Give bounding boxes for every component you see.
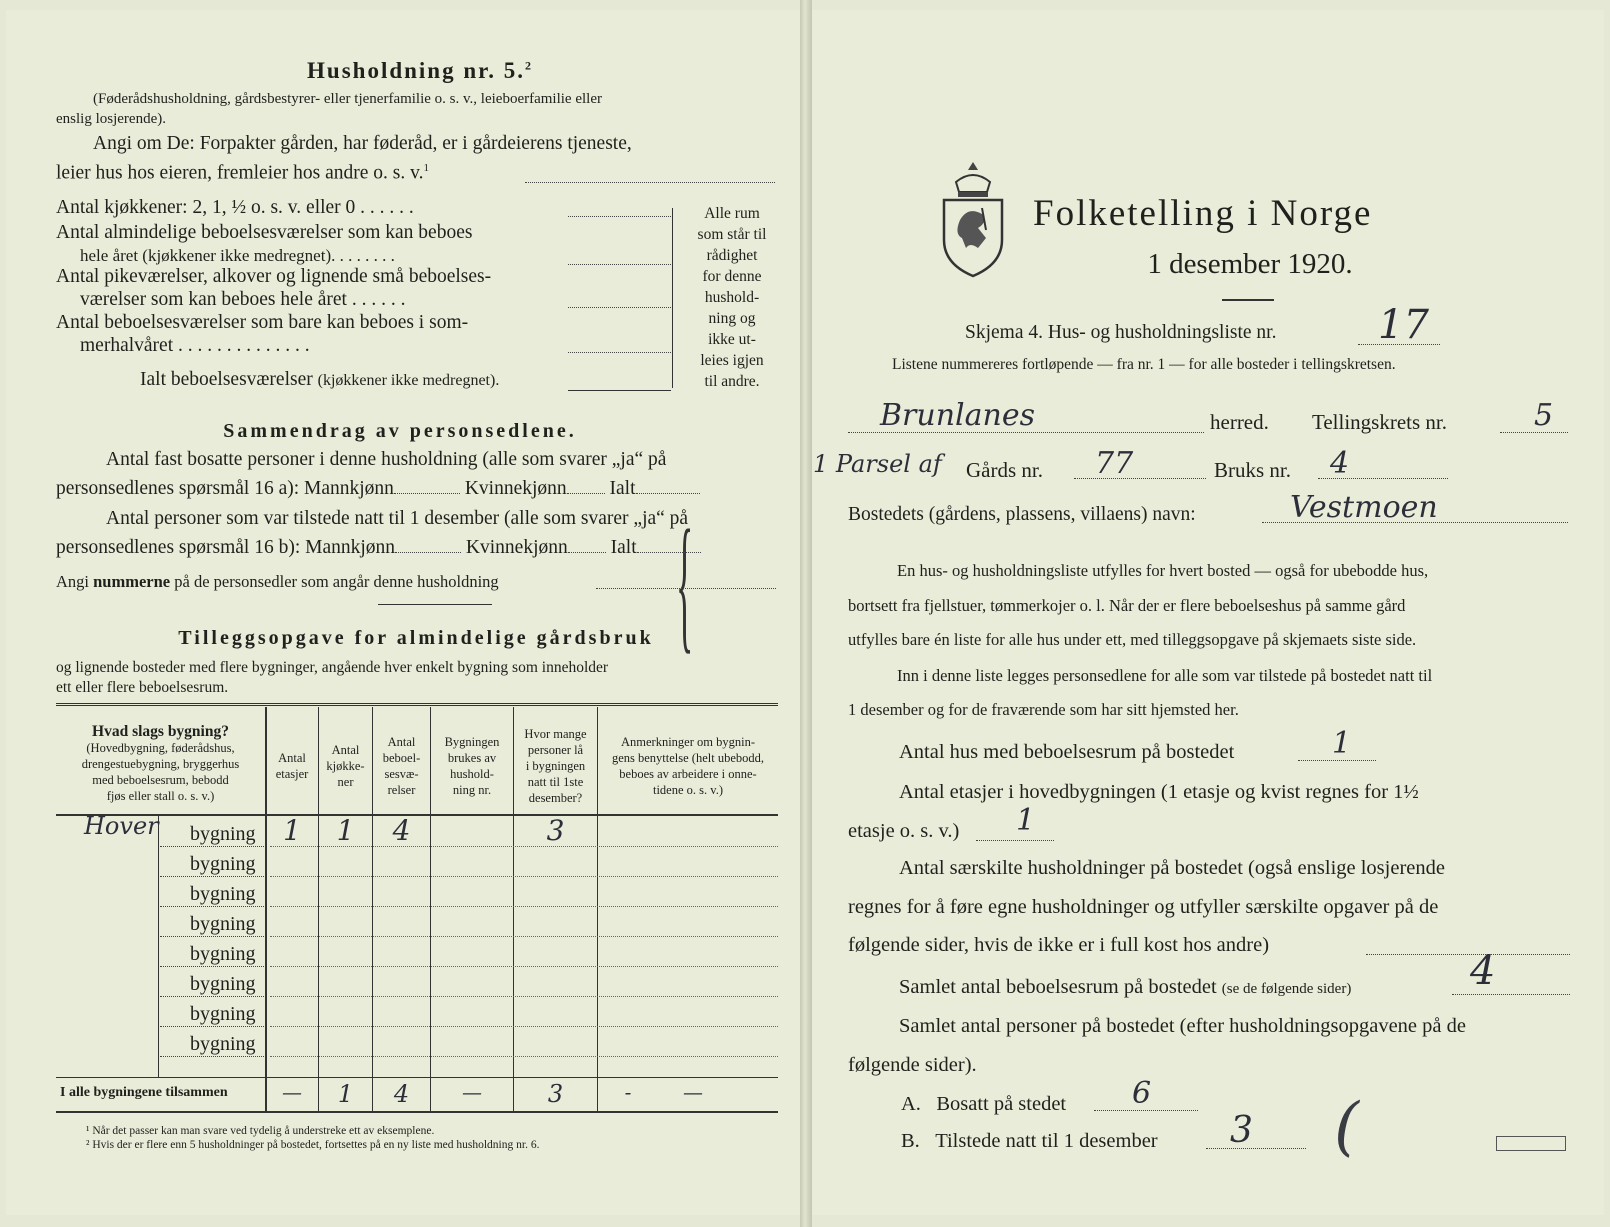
total-kitchens: 1 [337,1080,354,1108]
summary-line-3: Antal personer som var tilstede natt til 1 desember (alle som svarer „ja“ på [106,508,689,529]
present-value: 3 [1230,1110,1253,1151]
table-type-rule [158,814,159,1077]
row-line [160,996,264,997]
numbers-answer-line [596,588,776,589]
floors-value: 1 [283,814,301,847]
total-remarks-2: — [683,1080,703,1104]
row-line [160,966,264,967]
holding-number-value: 4 [1330,446,1350,481]
header-remarks: Anmerkninger om bygnin- gens benyttelse (helt ubebodd, beboes av arbeidere i onne- tidene o. s. v.) [611,735,765,797]
census-title: Folketelling i Norge [1033,193,1373,234]
persons-value: 3 [546,814,565,847]
farm-number-label: Gårds nr. [966,458,1043,482]
list-number: 17 [1378,302,1429,348]
supplement-subtitle-2: ett eller flere beboelsesrum. [56,679,229,696]
persons-question-b: følgende sider). [848,1054,977,1076]
household-subtitle-2: enslig losjerende). [56,111,166,127]
schema-note: Listene nummereres fortløpende — fra nr. 1 — for alle bosteder i tellingskretsen. [892,356,1396,373]
row-line [270,966,778,967]
building-word: bygning [190,973,256,995]
household-title: Husholdning nr. 5.$^2$ [307,58,533,83]
numbers-line: Angi nummerne på de personsedler som angår denne husholdning [56,572,499,591]
persons-question-a: Samlet antal personer på bostedet (efter husholdningsopgavene på de [899,1015,1466,1037]
supplement-subtitle-1: og lignende bosteder med flere bygninger, angående hver enkelt bygning som inneholder [56,659,609,676]
rooms-summer-2: merhalvåret . . . . . . . . . . . . . . [80,335,310,356]
houses-question: Antal hus med beboelsesrum på bostedet [899,741,1235,763]
farm-number-value: 77 [1095,446,1134,481]
present-label: B. Tilstede natt til 1 desember [901,1130,1158,1152]
building-word: bygning [190,1003,256,1025]
row-line [270,1056,778,1057]
side-note: Alle rum som står til rådighet for denne hushold- ning og ikke ut- leies igjen til andre. [697,205,767,390]
answer-line [568,216,671,217]
herred-label: herred. [1210,410,1269,434]
row-line [270,936,778,937]
summary-title: Sammendrag av personsedlene. [223,420,577,442]
summary-line-2: personsedlenes spørsmål 16 a): Mannkjønn Kvinnekjønn Ialt [56,478,700,500]
households-question-c: følgende sider, hvis de ikke er i full kost hos andre) [848,934,1270,956]
herred-line [848,432,1204,433]
floors-line [976,840,1054,841]
households-line [1366,954,1570,955]
households-question-b: regnes for å føre egne husholdninger og utfyller særskilte opgaver på de [848,896,1439,918]
instruction-1c: utfylles bare én liste for alle hus under ett, med tilleggsopgave på skjemaets siste side. [848,630,1417,649]
header-floors: Antal etasjer [275,751,309,781]
households-question-a: Antal særskilte husholdninger på bostedet (også enslige losjerende [899,857,1445,879]
coat-of-arms-icon [938,160,1008,278]
row-line [160,846,264,847]
answer-line [568,352,671,353]
houses-line [1298,760,1376,761]
footnote-2: ² Hvis der er flere enn 5 husholdninger på bostedet, fortsettes på en ny liste med husholdning nr. 6. [86,1139,540,1151]
household-subtitle-1: (Føderådshusholdning, gårdsbestyrer- eller tjenerfamilie o. s. v., leieboerfamilie eller [93,91,602,107]
building-word: bygning [190,853,256,875]
summary-line-4: personsedlenes spørsmål 16 b): Mannkjønn Kvinnekjønn Ialt [56,537,701,559]
total-label: I alle bygningene tilsammen [60,1085,228,1100]
header-kitchens: Antal kjøkke- ner [326,743,365,789]
houses-value: 1 [1332,726,1352,761]
residence-name-line [1262,522,1568,523]
header-persons: Hvor mange personer lå i bygningen natt til 1ste desember? [524,727,587,805]
table-total-rule [56,1077,778,1078]
circuit-value: 5 [1534,398,1554,433]
instruction-1b: bortsett fra fjellstuer, tømmerkojer o. l. Når der er flere beboelseshus på samme gård [848,596,1406,615]
row-line [160,936,264,937]
section-divider [378,604,492,605]
row-line [270,906,778,907]
rooms-total-line [1452,994,1570,995]
header-building-type: Hvad slags bygning? (Hovedbygning, føderådshus, drengestuebygning, bryggerhus med beboelsesrum, bebodd fjøs eller stall o. s. v.) [81,723,240,803]
total-remarks-1: - [624,1080,632,1104]
table-bottom-rule [56,1111,778,1113]
building-word: bygning [190,1033,256,1055]
kitchens-value: 1 [336,814,355,847]
list-number-line [1358,344,1440,345]
instruction-2b: 1 desember og for de fraværende som har sitt hjemsted her. [848,700,1239,719]
holding-number-line [1318,478,1448,479]
instruction-2a: Inn i denne liste legges personsedlene for alle som var tilstede på bostedet natt til [897,666,1433,685]
answer-line [568,307,671,308]
building-word: bygning [190,943,256,965]
total-rooms-line [568,390,671,391]
farm-number-line [1074,478,1206,479]
parcel-note: 1 Parsel af [813,450,942,478]
circuit-line [1500,432,1568,433]
resident-value: 6 [1132,1076,1152,1111]
row-line [160,1056,264,1057]
rooms-value: 4 [392,814,411,847]
floors-value: 1 [1016,803,1036,838]
page-fold [800,0,812,1227]
resident-line [1094,1110,1198,1111]
floors-question-b: etasje o. s. v.) [848,820,960,842]
rooms-ordinary-2: hele året (kjøkkener ikke medregnet). . . . . . . . [80,246,395,265]
schema-line: Skjema 4. Hus- og husholdningsliste nr. [965,322,1277,343]
table-top-rule [56,703,778,706]
tenure-answer-line [525,182,775,183]
total-rooms-value: 4 [393,1080,410,1108]
census-date: 1 desember 1920. [1147,248,1353,280]
header-household-no: Bygningen brukes av hushold- ning nr. [444,735,500,797]
printer-stamp [1496,1136,1566,1151]
building-word: bygning [190,913,256,935]
herred-value: Brunlanes [880,398,1035,433]
rooms-maid-2: værelser som kan beboes hele året . . . . . . [80,289,406,310]
building-word: bygning [190,823,256,845]
total-floors: — [282,1080,302,1104]
present-line [1206,1148,1306,1149]
total-rooms: Ialt beboelsesværelser (kjøkkener ikke medregnet). [140,369,500,390]
tenure-question-1: Angi om De: Forpakter gården, har føderåd, er i gårdeierens tjeneste, [93,133,632,154]
building-type-value: Hover [84,812,159,840]
supplement-title: Tilleggsopgave for almindelige gårdsbruk [178,627,654,649]
rooms-total-value: 4 [1470,948,1496,994]
total-persons: 3 [547,1080,564,1108]
summary-line-1: Antal fast bosatte personer i denne husholdning (alle som svarer „ja“ på [106,449,667,470]
answer-line [568,264,671,265]
row-line [160,1026,264,1027]
title-divider [1222,299,1274,301]
footnote-1: ¹ Når det passer kan man svare ved tydelig å understreke ett av eksemplene. [86,1125,435,1137]
row-line [270,996,778,997]
answer-column-rule [672,208,673,388]
circuit-label: Tellingskrets nr. [1312,410,1448,434]
row-line [160,906,264,907]
rooms-total-question: Samlet antal beboelsesrum på bostedet (se de følgende sider) [899,976,1352,998]
pencil-mark: ( [1334,1090,1359,1164]
rooms-ordinary-1: Antal almindelige beboelsesværelser som kan beboes [56,222,473,243]
row-line [270,1026,778,1027]
instruction-1a: En hus- og husholdningsliste utfylles for hvert bosted — også for ubebodde hus, [897,561,1429,580]
rooms-summer-1: Antal beboelsesværelser som bare kan beboes i som- [56,312,469,333]
floors-question-a: Antal etasjer i hovedbygningen (1 etasje og kvist regnes for 1½ [899,781,1419,803]
building-word: bygning [190,883,256,905]
residence-name-label: Bostedets (gårdens, plassens, villaens) navn: [848,504,1196,525]
tenure-question-2: leier hus hos eieren, fremleier hos andre o. s. v.$^1$ [56,162,429,184]
residence-name-value: Vestmoen [1290,490,1438,525]
holding-number-label: Bruks nr. [1214,458,1292,482]
row-line [160,876,264,877]
total-household: — [462,1080,482,1104]
rooms-maid-1: Antal pikeværelser, alkover og lignende små beboelses- [56,266,492,287]
resident-label: A. Bosatt på stedet [901,1093,1067,1115]
row-line [270,876,778,877]
rooms-kitchens: Antal kjøkkener: 2, 1, ½ o. s. v. eller 0 . . . . . . [56,197,414,218]
header-rooms: Antal beboel- sesvæ- relser [382,735,421,797]
